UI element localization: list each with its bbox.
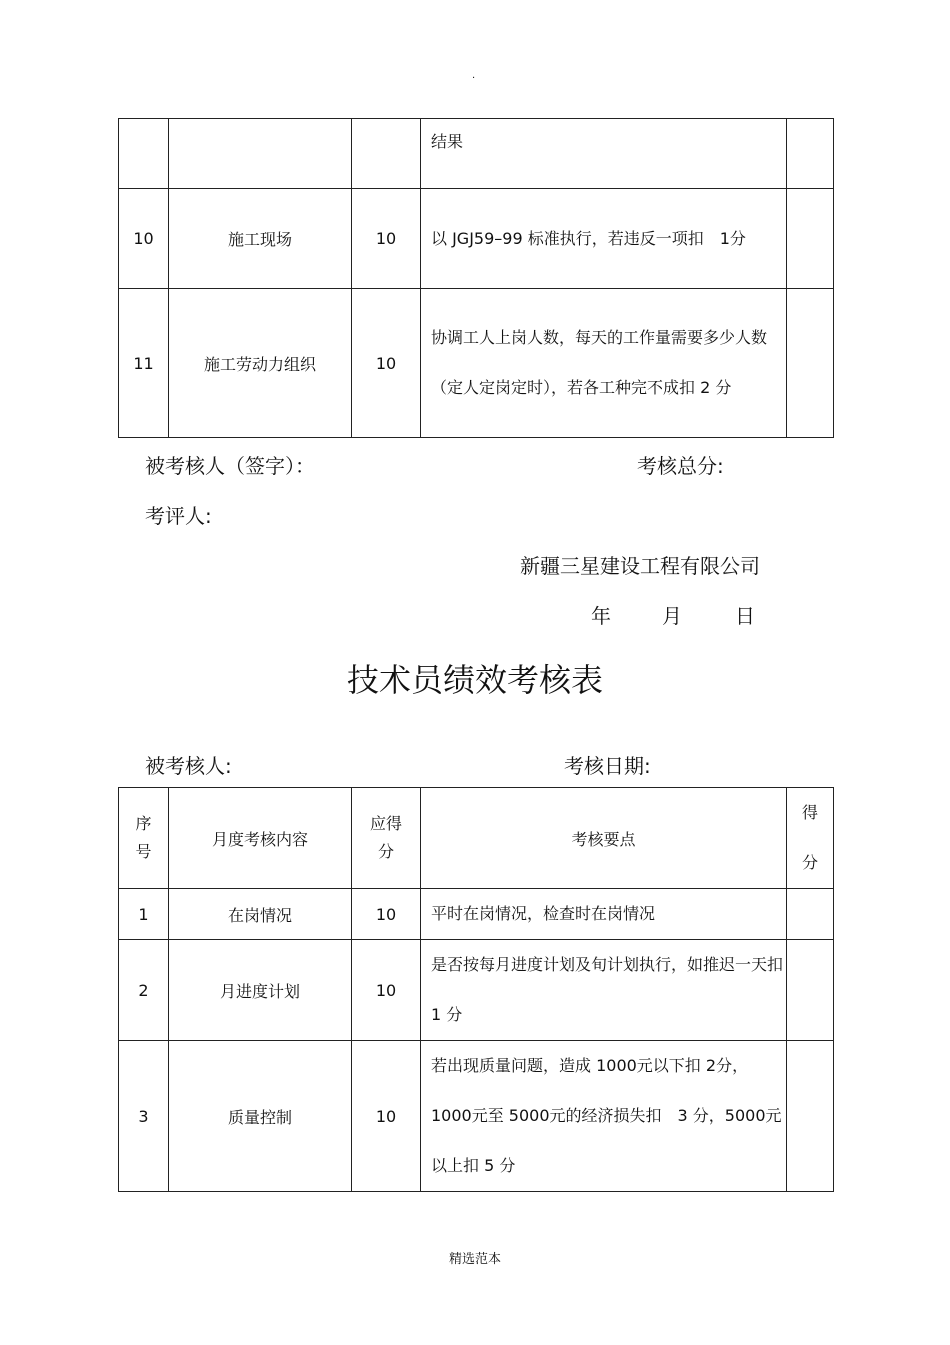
- row-number: 2: [119, 940, 169, 1041]
- row-got-score: [787, 889, 834, 940]
- header-requirement: 考核要点: [421, 788, 787, 889]
- row-content: 施工现场: [169, 189, 352, 289]
- row-number: [119, 119, 169, 189]
- table-row: [119, 940, 834, 1041]
- date-day: 日: [735, 604, 755, 628]
- table-row: [119, 119, 834, 189]
- reviewer-label: 考评人:: [145, 504, 212, 528]
- assessment-table-continued: [118, 118, 834, 438]
- table-row: [119, 889, 834, 940]
- total-score-label: 考核总分:: [637, 454, 724, 478]
- row-content: [169, 119, 352, 189]
- row-content: 质量控制: [169, 1041, 352, 1192]
- row-score: [352, 119, 421, 189]
- row-content: 月进度计划: [169, 940, 352, 1041]
- row-requirement: 是否按每月进度计划及旬计划执行，如推迟一天扣 1 分: [421, 940, 787, 1041]
- row-number: 1: [119, 889, 169, 940]
- row-number: 10: [119, 189, 169, 289]
- row-requirement: 平时在岗情况，检查时在岗情况: [421, 889, 787, 940]
- table-header-row: [119, 788, 834, 889]
- row-score: 10: [352, 940, 421, 1041]
- row-score: 10: [352, 1041, 421, 1192]
- header-score: 应得 分: [352, 788, 421, 889]
- header-content: 月度考核内容: [169, 788, 352, 889]
- assessment-table: [118, 787, 834, 1192]
- row-content: 施工劳动力组织: [169, 289, 352, 438]
- row-got-score: [787, 1041, 834, 1192]
- assessment-date-label: 考核日期:: [564, 754, 651, 778]
- row-score: 10: [352, 289, 421, 438]
- row-got-score: [787, 289, 834, 438]
- form-title: 技术员绩效考核表: [346, 661, 603, 699]
- row-requirement: 若出现质量问题，造成 1000元以下扣 2分，1000元至 5000元的经济损失扣 3 分，5000元以上扣 5 分: [421, 1041, 787, 1192]
- date-month: 月: [662, 604, 682, 628]
- row-requirement: 结果: [421, 119, 787, 189]
- assessee-label: 被考核人:: [145, 754, 232, 778]
- row-number: 11: [119, 289, 169, 438]
- row-score: 10: [352, 189, 421, 289]
- row-requirement: 以 JGJ59–99 标准执行，若违反一项扣 1分: [421, 189, 787, 289]
- row-score: 10: [352, 889, 421, 940]
- table-row: [119, 189, 834, 289]
- row-content: 在岗情况: [169, 889, 352, 940]
- page-dot: .: [472, 70, 476, 81]
- row-got-score: [787, 940, 834, 1041]
- company-name: 新疆三星建设工程有限公司: [520, 554, 760, 578]
- row-number: 3: [119, 1041, 169, 1192]
- table-row: [119, 289, 834, 438]
- page-footer: 精选范本: [448, 1252, 501, 1267]
- header-got-score: 得 分: [787, 788, 834, 889]
- table-row: [119, 1041, 834, 1192]
- row-got-score: [787, 189, 834, 289]
- row-got-score: [787, 119, 834, 189]
- header-number: 序 号: [119, 788, 169, 889]
- assessee-signature-label: 被考核人（签字）：: [145, 454, 315, 478]
- date-year: 年: [591, 604, 611, 628]
- row-requirement: 协调工人上岗人数，每天的工作量需要多少人数（定人定岗定时），若各工种完不成扣 2 分: [421, 289, 787, 438]
